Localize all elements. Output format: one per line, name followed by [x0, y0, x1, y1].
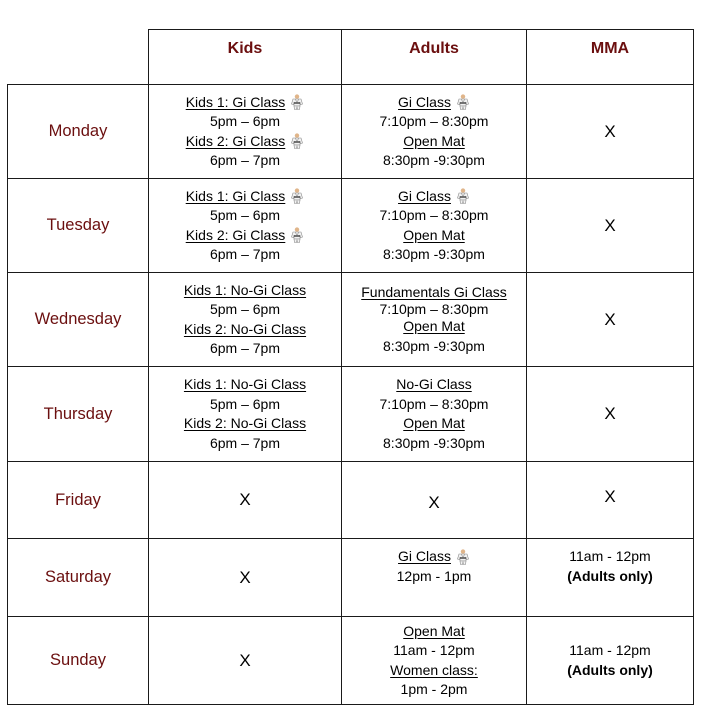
- monday-adults-time-2: 8:30pm -9:30pm: [383, 152, 485, 168]
- monday-adults-class-1: [398, 93, 470, 113]
- sunday-adults-time-2: 1pm - 2pm: [400, 681, 468, 697]
- wednesday-adults-time-2: 8:30pm -9:30pm: [383, 338, 485, 354]
- class-label: Kids 1: Gi Class: [185, 187, 286, 204]
- wednesday-kids-time-1: 5pm – 6pm: [209, 301, 281, 317]
- sunday-adults-class-1: Open Mat: [403, 622, 465, 639]
- monday-mma-cell: X: [527, 85, 694, 179]
- class-label: Kids 2: Gi Class: [185, 132, 286, 149]
- saturday-mma-note: (Adults only): [567, 567, 653, 584]
- monday-kids-time-1: 5pm – 6pm: [209, 113, 281, 129]
- class-label: Kids 1: Gi Class: [185, 93, 286, 110]
- day-monday: Monday: [8, 85, 149, 179]
- tuesday-kids-class-2: [186, 226, 305, 246]
- sunday-mma-time: 11am - 12pm: [569, 642, 651, 658]
- tuesday-kids-time-1: 5pm – 6pm: [209, 207, 281, 223]
- thursday-kids-class-2: Kids 2: No-Gi Class: [183, 415, 307, 431]
- thursday-adults-time-2: 8:30pm -9:30pm: [383, 434, 485, 451]
- tuesday-adults-time-1: 7:10pm – 8:30pm: [379, 207, 489, 223]
- row-wednesday: [8, 273, 694, 367]
- friday-mma-cell: X: [527, 462, 694, 539]
- row-tuesday: [8, 179, 694, 273]
- wednesday-kids-cell: [149, 273, 342, 367]
- thursday-adults-time-1: 7:10pm – 8:30pm: [379, 395, 489, 412]
- wednesday-kids-class-1: Kids 1: No-Gi Class: [183, 281, 307, 298]
- wednesday-adults-class-2: Open Mat: [403, 318, 465, 334]
- row-friday: [8, 462, 694, 539]
- saturday-mma-cell: [527, 539, 694, 617]
- monday-kids-cell: [149, 85, 342, 179]
- day-tuesday: Tuesday: [8, 179, 149, 273]
- row-sunday: [8, 617, 694, 705]
- saturday-mma-time: 11am - 12pm: [569, 548, 651, 564]
- saturday-adults-class-1: [398, 547, 470, 567]
- day-friday: Friday: [8, 462, 149, 539]
- sunday-adults-time-1: 11am - 12pm: [393, 642, 475, 658]
- tuesday-kids-cell: [149, 179, 342, 273]
- class-label: Kids 2: Gi Class: [185, 226, 286, 243]
- class-label: Gi Class: [398, 187, 451, 204]
- sunday-adults-cell: [342, 617, 527, 705]
- tuesday-kids-class-1: [186, 187, 305, 207]
- monday-adults-time-1: 7:10pm – 8:30pm: [379, 113, 489, 129]
- day-wednesday: Wednesday: [8, 273, 149, 367]
- monday-kids-class-2: [186, 132, 305, 152]
- day-thursday: Thursday: [8, 367, 149, 462]
- gi-uniform-icon: [290, 227, 304, 243]
- saturday-kids-cell: X: [149, 539, 342, 617]
- friday-adults-cell: X: [342, 462, 527, 539]
- gi-uniform-icon: [290, 94, 304, 110]
- row-thursday: [8, 367, 694, 462]
- row-monday: [8, 85, 694, 179]
- thursday-adults-cell: [342, 367, 527, 462]
- thursday-adults-class-1: No-Gi Class: [396, 376, 472, 392]
- monday-kids-class-1: [186, 93, 305, 113]
- day-sunday: Sunday: [8, 617, 149, 705]
- thursday-kids-class-1: Kids 1: No-Gi Class: [183, 376, 307, 392]
- gi-uniform-icon: [290, 188, 304, 204]
- tuesday-adults-class-2: Open Mat: [403, 226, 465, 243]
- saturday-adults-time-1: 12pm - 1pm: [396, 567, 472, 584]
- wednesday-kids-class-2: Kids 2: No-Gi Class: [183, 320, 307, 337]
- monday-adults-cell: [342, 85, 527, 179]
- sunday-mma-note: (Adults only): [567, 661, 653, 678]
- tuesday-adults-cell: [342, 179, 527, 273]
- thursday-mma-cell: X: [527, 367, 694, 462]
- corner-cell: [8, 30, 149, 85]
- thursday-adults-class-2: Open Mat: [403, 415, 465, 431]
- sunday-adults-class-2: Women class:: [390, 661, 478, 678]
- gi-uniform-icon: [290, 133, 304, 149]
- tuesday-kids-time-2: 6pm – 7pm: [209, 246, 281, 262]
- header-kids: Kids: [149, 30, 342, 85]
- thursday-kids-cell: [149, 367, 342, 462]
- tuesday-mma-cell: X: [527, 179, 694, 273]
- friday-kids-cell: X: [149, 462, 342, 539]
- monday-kids-time-2: 6pm – 7pm: [209, 152, 281, 168]
- thursday-kids-time-1: 5pm – 6pm: [209, 395, 281, 412]
- thursday-kids-time-2: 6pm – 7pm: [209, 434, 281, 451]
- wednesday-adults-class-1: Fundamentals Gi Class: [361, 284, 507, 300]
- saturday-adults-cell: [342, 539, 527, 617]
- tuesday-adults-time-2: 8:30pm -9:30pm: [383, 246, 485, 262]
- schedule-table: [7, 29, 694, 705]
- header-mma: MMA: [527, 30, 694, 85]
- sunday-mma-cell: [527, 617, 694, 705]
- wednesday-adults-time-1: 7:10pm – 8:30pm: [379, 301, 489, 317]
- header-adults: Adults: [342, 30, 527, 85]
- header-row: [8, 30, 694, 85]
- sunday-kids-cell: X: [149, 617, 342, 705]
- gi-uniform-icon: [456, 94, 470, 110]
- class-label: Gi Class: [398, 93, 451, 110]
- monday-adults-class-2: Open Mat: [403, 132, 465, 149]
- row-saturday: [8, 539, 694, 617]
- class-label: Gi Class: [398, 548, 451, 564]
- gi-uniform-icon: [456, 188, 470, 204]
- wednesday-mma-cell: X: [527, 273, 694, 367]
- wednesday-adults-cell: [342, 273, 527, 367]
- gi-uniform-icon: [456, 549, 470, 565]
- wednesday-kids-time-2: 6pm – 7pm: [209, 340, 281, 356]
- tuesday-adults-class-1: [398, 187, 470, 207]
- day-saturday: Saturday: [8, 539, 149, 617]
